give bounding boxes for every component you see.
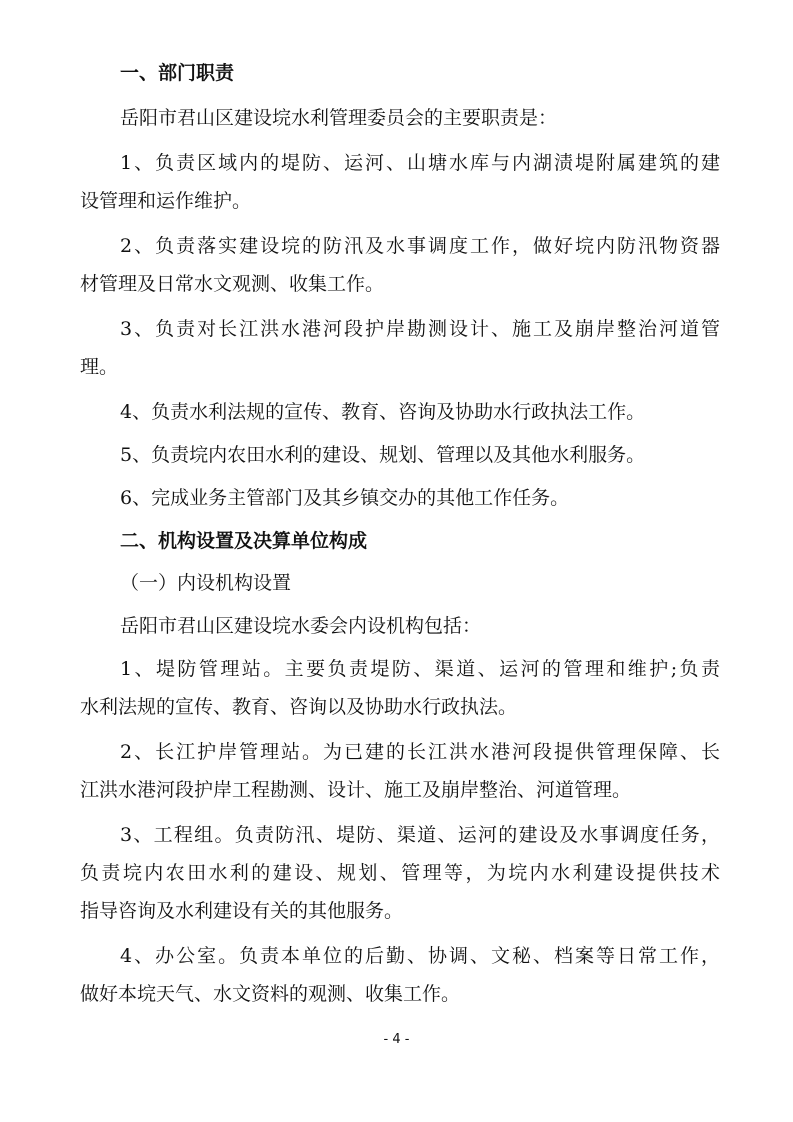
duty4: 4、负责水利法规的宣传、教育、咨询及协助水行政执法工作。: [120, 401, 646, 423]
org1-line2: 水利法规的宣传、教育、咨询以及协助水行政执法。: [80, 696, 518, 718]
duty6: 6、完成业务主管部门及其乡镇交办的其他工作任务。: [120, 487, 570, 509]
org3-line1: 3、工程组。负责防汛、堤防、渠道、运河的建设及水事调度任务，: [120, 824, 720, 846]
duty3-line2: 理。: [80, 356, 119, 378]
section2-intro: 岳阳市君山区建设垸水委会内设机构包括：: [120, 615, 482, 637]
section1-heading: 一、部门职责: [120, 62, 235, 84]
org2-line1: 2、长江护岸管理站。为已建的长江洪水港河段提供管理保障、长: [120, 741, 720, 763]
org2-line2: 江洪水港河段护岸工程勘测、设计、施工及崩岸整治、河道管理。: [80, 779, 632, 801]
section2-heading: 二、机构设置及决算单位构成: [120, 530, 368, 552]
subsection1-heading: （一）内设机构设置: [120, 572, 292, 594]
duty2-line2: 材管理及日常水文观测、收集工作。: [80, 273, 385, 295]
org3-line2: 负责垸内农田水利的建设、规划、管理等，为垸内水利建设提供技术: [80, 862, 720, 884]
duty3-line1: 3、负责对长江洪水港河段护岸勘测设计、施工及崩岸整治河道管: [120, 318, 720, 340]
org4-line1: 4、办公室。负责本单位的后勤、协调、文秘、档案等日常工作，: [120, 945, 720, 967]
org1-line1: 1、堤防管理站。主要负责堤防、渠道、运河的管理和维护;负责: [120, 658, 720, 680]
duty2-line1: 2、负责落实建设垸的防汛及水事调度工作，做好垸内防汛物资器: [120, 235, 720, 257]
duty1-line2: 设管理和运作维护。: [80, 190, 252, 212]
org3-line3: 指导咨询及水利建设有关的其他服务。: [80, 900, 404, 922]
org4-line2: 做好本垸天气、水文资料的观测、收集工作。: [80, 983, 461, 1005]
duty1-line1: 1、负责区域内的堤防、运河、山塘水库与内湖渍堤附属建筑的建: [120, 152, 720, 174]
section1-intro: 岳阳市君山区建设垸水利管理委员会的主要职责是：: [120, 107, 558, 129]
page-number: - 4 -: [383, 1032, 410, 1047]
duty5: 5、负责垸内农田水利的建设、规划、管理以及其他水利服务。: [120, 444, 646, 466]
